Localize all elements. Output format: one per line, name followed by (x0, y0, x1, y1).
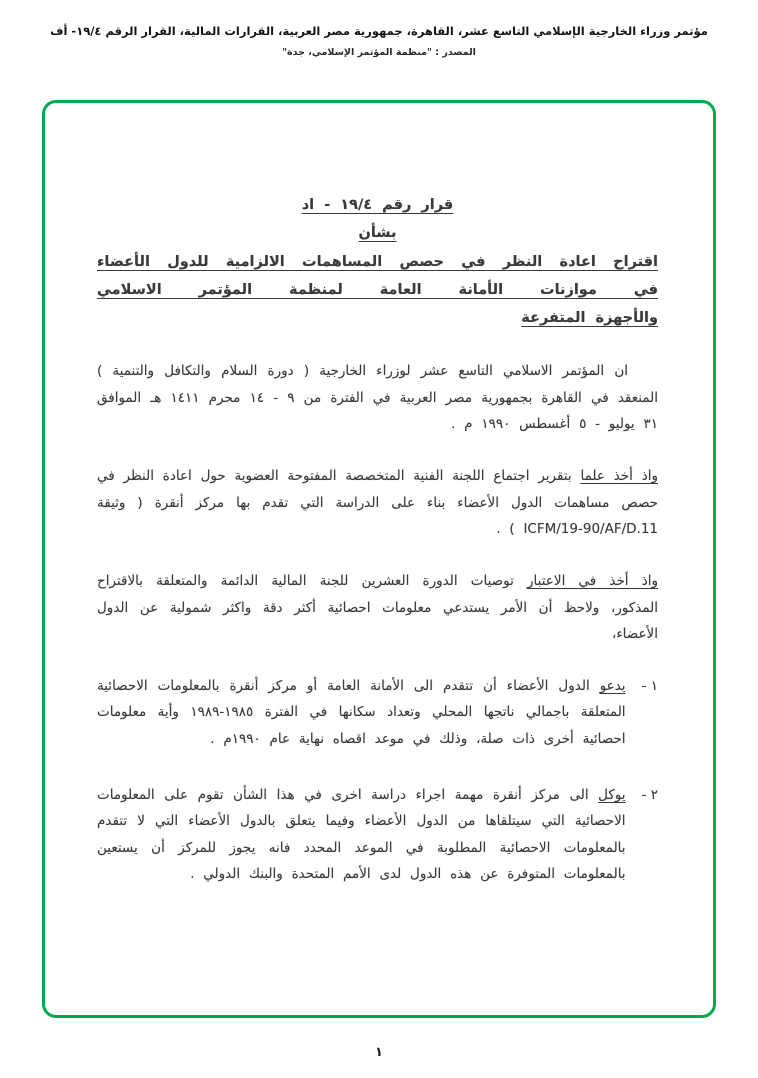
item-text (97, 782, 626, 887)
resolution-number: قرار رقم ١٩/٤ - اد (301, 197, 454, 213)
resolution-regarding: بشأن (358, 225, 397, 242)
resolution-title-block (97, 191, 658, 332)
paragraph-text: بتقرير اجتماع اللجنة الفنية المتخصصة المفتوحة العضوية حول اعادة النظر في حصص مساهمات الدول الأعضاء بناء على الدراسة التي تقدم بها مركز أنقرة ( وثيقة ICFM/19-90/AF/D.11 ) . (97, 468, 658, 537)
preamble-paragraph (97, 568, 658, 647)
preamble-paragraph (97, 463, 658, 542)
paragraph-text: توصيات الدورة العشرين للجنة المالية الدائمة والمتعلقة بالاقتراح المذكور، ولاحظ أن الأمر يستدعي معلومات احصائية أكثر دقة واكثر شمولية عن الدول الأعضاء، (97, 573, 658, 642)
paragraph-lead: واذ أخذ في الاعتبار (527, 573, 658, 590)
item-text (97, 673, 626, 752)
item-body-text: الدول الأعضاء أن تتقدم الى الأمانة العامة أو مركز أنقرة بالمعلومات الاحصائية المتعلقة باجمالي ناتجها المحلي وتعداد سكانها في الفترة ١٩٨٥-١٩٨٩ وأية معلومات احصائية أخرى ذات صلة، وذلك في موعد اقصاه نهاية عام ١٩٩٠م . (97, 678, 626, 747)
item-lead: يوكل (598, 787, 626, 804)
item-lead: يدعو (599, 678, 626, 695)
page-number: ١ (375, 1045, 383, 1060)
header-source: المصدر : "منظمة المؤتمر الإسلامي، جدة" (282, 47, 476, 58)
operative-item (97, 673, 658, 752)
resolution-subject-line-2: في موازنات الأمانة العامة لمنظمة المؤتمر الاسلامي (97, 281, 658, 298)
operative-item (97, 782, 658, 887)
resolution-subject-line-3: والأجهزة المتفرعة (521, 310, 658, 327)
item-body-text: الى مركز أنقرة مهمة اجراء دراسة اخرى في هذا الشأن تقوم على المعلومات الاحصائية التي سيتلقاها من الدول الأعضاء وفيما يتعلق بالدول الأعضاء التي لا تتقدم بالمعلومات الاحصائية المطلوبة في الموعد المحدد فانه يجوز للمركز أن يستعين بالمعلومات المتوفرة عن هذه الدول لدى الأمم المتحدة والبنك الدولي . (97, 787, 626, 883)
header-citation: مؤتمر وزراء الخارجية الإسلامي التاسع عشر، القاهرة، جمهورية مصر العربية، القرارات المالية، القرار الرقم ١٩/٤- أف (50, 24, 708, 38)
item-number: ١ - (641, 678, 658, 695)
preamble-paragraph (97, 358, 658, 437)
scan-frame-border (42, 100, 716, 1018)
paragraph-lead: واذ أخذ علما (580, 468, 658, 485)
document-header (20, 24, 738, 58)
resolution-subject-line-1: اقتراح اعادة النظر في حصص المساهمات الالزامية للدول الأعضاء (97, 253, 658, 270)
paragraph-text: ان المؤتمر الاسلامي التاسع عشر لوزراء الخارجية ( دورة السلام والتكافل والتنمية ) المنعقد في القاهرة بجمهورية مصر العربية في الفترة من ٩ - ١٤ محرم ١٤١١ هـ الموافق ٣١ يوليو - ٥ أغسطس ١٩٩٠ م . (97, 363, 658, 432)
scanned-text-body (97, 191, 658, 917)
item-number: ٢ - (641, 787, 658, 804)
